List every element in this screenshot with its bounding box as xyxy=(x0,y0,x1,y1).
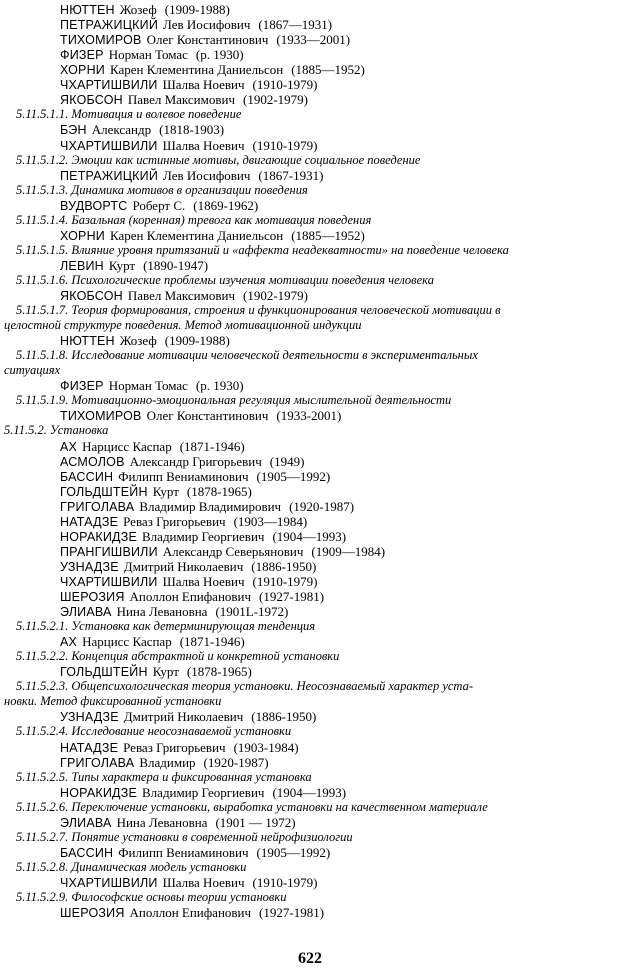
person-entry xyxy=(0,604,620,619)
person-years: (1886-1950) xyxy=(251,709,317,725)
person-given-names: Нина Левановна xyxy=(116,604,208,619)
person-surname: ГОЛЬДШТЕЙН xyxy=(60,484,148,499)
page-number: 622 xyxy=(298,950,322,967)
person-entry xyxy=(0,499,620,514)
person-surname: ЯКОБСОН xyxy=(60,93,123,108)
person-given-names: Карен Клементина Даниельсон xyxy=(110,62,284,78)
person-entry xyxy=(0,574,620,589)
person-surname: БАССИН xyxy=(60,845,114,860)
person-entry xyxy=(0,469,620,484)
person-years: (1871-1946) xyxy=(179,634,245,650)
person-years: (1905—1992) xyxy=(256,468,331,484)
person-years: (1933—2001) xyxy=(276,32,351,48)
person-years: (1905—1992) xyxy=(256,844,331,860)
person-surname: НОРАКИДЗЕ xyxy=(60,785,138,800)
person-surname: АСМОЛОВ xyxy=(60,454,125,469)
person-entry xyxy=(0,17,620,32)
person-surname: ТИХОМИРОВ xyxy=(60,409,142,424)
person-years: (1910-1979) xyxy=(252,573,318,589)
person-years: (1901L-1972) xyxy=(215,604,289,619)
person-surname: ПЕТРАЖИЦКИЙ xyxy=(60,168,159,183)
person-years: (1878-1965) xyxy=(186,483,252,499)
person-entry xyxy=(0,815,620,830)
person-given-names: Владимир Владимирович xyxy=(139,498,282,514)
person-surname: ХОРНИ xyxy=(60,63,105,78)
person-given-names: Павел Максимович xyxy=(127,287,235,303)
section-heading: 5.11.5.1.6. Психологические проблемы изучения мотивации поведения человека xyxy=(16,272,434,287)
person-entry xyxy=(0,529,620,544)
person-given-names: Александр xyxy=(91,122,152,138)
person-years: (1927-1981) xyxy=(259,905,325,920)
person-surname: УЗНАДЗЕ xyxy=(60,559,119,574)
person-surname: ПРАНГИШВИЛИ xyxy=(60,544,158,559)
section-heading: 5.11.5.2.3. Общепсихологическая теория установки. Неосознаваемый характер уста- xyxy=(16,679,474,694)
person-years: (1867-1931) xyxy=(258,167,324,183)
person-entry xyxy=(0,905,620,920)
person-years: (1910-1979) xyxy=(252,137,318,153)
person-given-names: Норман Томас xyxy=(108,378,188,394)
section-heading: 5.11.5.2.9. Философские основы теории установки xyxy=(16,890,287,904)
person-entry xyxy=(0,514,620,529)
person-surname: БЭН xyxy=(60,123,87,138)
person-entry xyxy=(0,32,620,47)
person-years: (1909-1988) xyxy=(164,333,230,349)
person-entry xyxy=(0,559,620,574)
section-heading: 5.11.5.1.1. Мотивация и волевое поведение xyxy=(16,107,242,122)
person-given-names: Роберт С. xyxy=(132,197,186,213)
person-years: (1910-1979) xyxy=(252,77,318,93)
person-years: (1869-1962) xyxy=(193,197,259,213)
person-years: (1903—1984) xyxy=(233,513,308,529)
person-given-names: Жозеф xyxy=(119,333,157,349)
person-entry xyxy=(0,755,620,770)
section-heading: 5.11.5.2.7. Понятие установки в современной нейрофизиологии xyxy=(16,829,353,844)
person-given-names: Дмитрий Николаевич xyxy=(123,709,244,725)
person-entry xyxy=(0,333,620,348)
person-years: (1885—1952) xyxy=(291,227,365,243)
section-heading: 5.11.5.2.8. Динамическая модель установки xyxy=(16,859,247,874)
section-heading: 5.11.5.2.1. Установка как детерминирующая тенденция xyxy=(16,619,316,634)
person-surname: АХ xyxy=(60,635,78,650)
person-surname: ВУДВОРТС xyxy=(60,198,128,213)
person-entry xyxy=(0,92,620,107)
person-surname: ЛЕВИН xyxy=(60,258,104,273)
section-heading: целостной структуре поведения. Метод мотивационной индукции xyxy=(4,318,362,333)
section-heading: 5.11.5.1.8. Исследование мотивации человеческой деятельности в экспериментальных xyxy=(16,348,478,363)
person-surname: ШЕРОЗИЯ xyxy=(60,906,125,920)
person-years: (1949) xyxy=(269,453,305,469)
person-years: (1885—1952) xyxy=(291,62,365,78)
section-heading: 5.11.5.2.5. Типы характера и фиксированная установка xyxy=(16,769,312,784)
person-given-names: Жозеф xyxy=(119,2,157,17)
person-surname: ХОРНИ xyxy=(60,228,105,243)
person-given-names: Карен Клементина Даниельсон xyxy=(110,227,284,243)
person-years: (1933-2001) xyxy=(276,408,342,424)
section-heading: 5.11.5.1.2. Эмоции как истинные мотивы, двигающие социальное поведение xyxy=(16,152,421,167)
person-given-names: Владимир Георгиевич xyxy=(142,784,265,800)
person-surname: ЧХАРТИШВИЛИ xyxy=(60,78,158,93)
section-heading: 5.11.5.1.4. Базальная (коренная) тревога как мотивация поведения xyxy=(16,212,372,227)
section-heading: 5.11.5.2.6. Переключение установки, выработка установки на качественном материале xyxy=(16,799,488,814)
person-entry xyxy=(0,875,620,890)
section-heading: 5.11.5.1.7. Теория формирования, строения и функционирования человеческой мотивации в xyxy=(16,303,501,317)
section-heading: 5.11.5.2. Установка xyxy=(4,423,109,438)
person-entry xyxy=(0,258,620,273)
person-surname: НОРАКИДЗЕ xyxy=(60,529,138,544)
person-years: (1871-1946) xyxy=(179,438,245,454)
person-years: (1886-1950) xyxy=(251,558,317,574)
person-surname: БАССИН xyxy=(60,469,114,484)
person-given-names: Филипп Вениаминович xyxy=(118,844,249,860)
person-given-names: Курт xyxy=(152,664,179,680)
person-given-names: Аполлон Епифанович xyxy=(129,589,252,604)
person-entry xyxy=(0,62,620,77)
person-years: (1903-1984) xyxy=(233,739,299,755)
person-entry xyxy=(0,138,620,153)
person-years: (1890-1947) xyxy=(143,257,209,273)
person-surname: АХ xyxy=(60,439,78,454)
person-surname: НЮТТЕН xyxy=(60,334,115,349)
person-surname: ГРИГОЛАВА xyxy=(60,755,135,770)
section-heading: 5.11.5.1.9. Мотивационно-эмоциональная регуляция мыслительной деятельности xyxy=(16,393,452,408)
person-given-names: Лев Иосифович xyxy=(163,167,251,183)
person-given-names: Владимир xyxy=(139,754,196,770)
person-surname: НЮТТЕН xyxy=(60,3,115,17)
person-entry xyxy=(0,77,620,92)
person-entry xyxy=(0,544,620,559)
person-entry xyxy=(0,47,620,62)
person-entry xyxy=(0,785,620,800)
person-years: (1920-1987) xyxy=(289,498,355,514)
person-given-names: Нарцисс Каспар xyxy=(82,438,172,454)
person-surname: УЗНАДЗЕ xyxy=(60,710,119,725)
person-given-names: Реваз Григорьевич xyxy=(123,739,226,755)
person-surname: ЭЛИАВА xyxy=(60,605,112,619)
person-entry xyxy=(0,634,620,649)
person-years: (1902-1979) xyxy=(243,287,308,303)
person-entry xyxy=(0,288,620,303)
person-years: (1904—1993) xyxy=(272,528,347,544)
person-given-names: Нина Левановна xyxy=(116,814,208,830)
person-years: (1902-1979) xyxy=(243,92,308,108)
person-given-names: Александр Северьянович xyxy=(162,543,304,559)
person-entry xyxy=(0,664,620,679)
person-years: (1904—1993) xyxy=(272,784,347,800)
person-given-names: Шалва Ноевич xyxy=(162,573,245,589)
person-surname: ЧХАРТИШВИЛИ xyxy=(60,875,158,890)
person-surname: ЧХАРТИШВИЛИ xyxy=(60,574,158,589)
section-heading: 5.11.5.2.4. Исследование неосознаваемой установки xyxy=(16,724,292,739)
person-years: (р. 1930) xyxy=(195,378,244,394)
person-years: (1909-1988) xyxy=(164,2,230,17)
person-given-names: Норман Томас xyxy=(108,47,188,63)
person-surname: НАТАДЗЕ xyxy=(60,740,119,755)
person-given-names: Аполлон Епифанович xyxy=(129,905,252,920)
person-surname: ЭЛИАВА xyxy=(60,815,112,830)
person-years: (1909—1984) xyxy=(311,543,386,559)
person-surname: ПЕТРАЖИЦКИЙ xyxy=(60,18,159,33)
person-given-names: Филипп Вениаминович xyxy=(118,468,249,484)
person-given-names: Олег Константинович xyxy=(146,408,269,424)
person-years: (1927-1981) xyxy=(259,589,325,604)
person-entry xyxy=(0,168,620,183)
section-heading: ситуациях xyxy=(4,363,61,378)
person-given-names: Шалва Ноевич xyxy=(162,77,245,93)
person-years: (1901 — 1972) xyxy=(215,814,296,830)
person-entry xyxy=(0,740,620,755)
person-surname: ШЕРОЗИЯ xyxy=(60,590,125,604)
person-entry xyxy=(0,439,620,454)
person-surname: НАТАДЗЕ xyxy=(60,514,119,529)
person-given-names: Шалва Ноевич xyxy=(162,874,245,890)
person-years: (1878-1965) xyxy=(186,664,252,680)
person-given-names: Олег Константинович xyxy=(146,32,269,48)
person-entry xyxy=(0,454,620,469)
person-surname: ЧХАРТИШВИЛИ xyxy=(60,138,158,153)
person-entry xyxy=(0,2,620,17)
person-given-names: Шалва Ноевич xyxy=(162,137,245,153)
person-given-names: Владимир Георгиевич xyxy=(142,528,265,544)
person-entry xyxy=(0,845,620,860)
person-surname: ГРИГОЛАВА xyxy=(60,499,135,514)
person-given-names: Курт xyxy=(108,257,136,273)
section-heading: новки. Метод фиксированной установки xyxy=(4,694,222,709)
person-entry xyxy=(0,589,620,604)
person-surname: ФИЗЕР xyxy=(60,379,104,394)
person-entry xyxy=(0,484,620,499)
person-given-names: Нарцисс Каспар xyxy=(82,634,172,650)
person-surname: ТИХОМИРОВ xyxy=(60,33,142,48)
person-given-names: Курт xyxy=(152,483,179,499)
person-years: (1910-1979) xyxy=(252,874,318,890)
section-heading: 5.11.5.1.5. Влияние уровня притязаний и «аффекта неадекватности» на поведение человека xyxy=(16,242,509,257)
person-entry xyxy=(0,709,620,724)
person-entry xyxy=(0,408,620,423)
person-given-names: Лев Иосифович xyxy=(163,17,251,33)
person-surname: ФИЗЕР xyxy=(60,48,104,63)
person-given-names: Реваз Григорьевич xyxy=(123,513,226,529)
person-years: (1867—1931) xyxy=(258,17,333,33)
person-surname: ЯКОБСОН xyxy=(60,288,123,303)
person-entry xyxy=(0,122,620,137)
person-years: (1818-1903) xyxy=(159,122,225,138)
person-surname: ГОЛЬДШТЕЙН xyxy=(60,665,148,680)
person-given-names: Александр Григорьевич xyxy=(129,453,262,469)
person-entry xyxy=(0,198,620,213)
person-entry xyxy=(0,228,620,243)
person-years: (1920-1987) xyxy=(203,754,269,770)
person-entry xyxy=(0,378,620,393)
person-years: (р. 1930) xyxy=(195,47,244,63)
person-given-names: Павел Максимович xyxy=(127,92,235,108)
section-heading: 5.11.5.1.3. Динамика мотивов в организации поведения xyxy=(16,182,308,197)
person-given-names: Дмитрий Николаевич xyxy=(123,558,244,574)
section-heading: 5.11.5.2.2. Концепция абстрактной и конкретной установки xyxy=(16,649,340,664)
